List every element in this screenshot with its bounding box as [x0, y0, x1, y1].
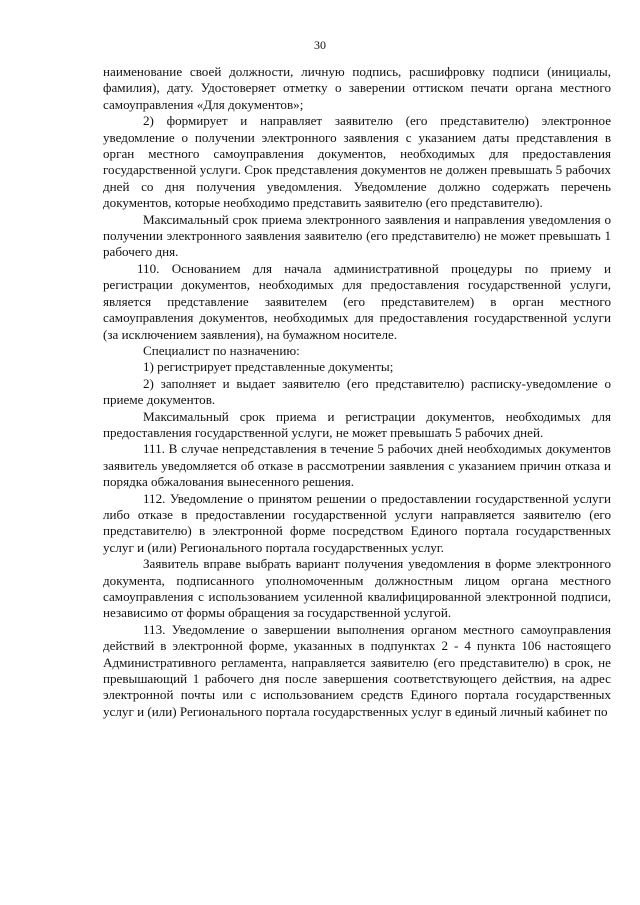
paragraph: Специалист по назначению:: [143, 342, 300, 358]
paragraph: 1) регистрирует представленные документы;: [143, 359, 394, 375]
paragraph: Максимальный срок приема электронного заявления и направления уведомления о получении электронного заявления заявителю (его представителю) не может превышать 1 рабочего дня.: [103, 211, 611, 260]
paragraph: 2) формирует и направляет заявителю (его представителю) электронное уведомление о получении электронного заявления с указанием даты представления в орган местного самоуправления документов, необходимых для предоставления государственной услуги. Срок представления документов не должен превышать 5 рабочих дней со дня получения уведомления. Уведомление должно содержать перечень документов, которые необходимо представить заявителю (его представителю).: [103, 113, 611, 211]
paragraph: 113. Уведомление о завершении выполнения органом местного самоуправления действий в электронной форме, указанных в подпунктах 2 - 4 пункта 106 настоящего Административного регламента, направляется заявителю (его представителю) в срок, не превышающий 1 рабочего дня после завершения соответствующего действия, на адрес электронной почты или с использованием средств Единого портала государственных услуг и (или) Регионального портала государственных услуг в единый личный кабинет по: [103, 621, 611, 719]
page-number: 30: [314, 38, 326, 52]
paragraph: наименование своей должности, личную подпись, расшифровку подписи (инициалы, фамилия), дату. Удостоверяет отметку о заверении оттиском печати органа местного самоуправления «Для документов»;: [103, 64, 611, 112]
document-body: [103, 64, 611, 720]
paragraph: 111. В случае непредставления в течение 5 рабочих дней необходимых документов заявитель уведомляется об отказе в рассмотрении заявления с указанием причин отказа и порядка обжалования вынесенного решения.: [103, 441, 611, 490]
paragraph: Заявитель вправе выбрать вариант получения уведомления в форме электронного документа, подписанного уполномоченным должностным лицом органа местного самоуправления с использованием усиленной квалифицированной электронной подписи, независимо от формы обращения за государственной услугой.: [103, 556, 611, 621]
paragraph: Максимальный срок приема и регистрации документов, необходимых для предоставления государственной услуги, не может превышать 5 рабочих дней.: [103, 408, 611, 440]
paragraph: 110. Основанием для начала административной процедуры по приему и регистрации документов, необходимых для предоставления государственной услуги, является представление заявителем (его представителем) в орган местного самоуправления документов, необходимых для предоставления государственной услуги (за исключением заявления), на бумажном носителе.: [103, 260, 611, 342]
paragraph: 112. Уведомление о принятом решении о предоставлении государственной услуги либо отказе в предоставлении государственной услуги направляется заявителю (его представителю) в электронной форме посредством Единого портала государственных услуг и (или) Регионального портала государственных услуг.: [103, 490, 611, 555]
paragraph: 2) заполняет и выдает заявителю (его представителю) расписку-уведомление о приеме документов.: [103, 375, 611, 408]
